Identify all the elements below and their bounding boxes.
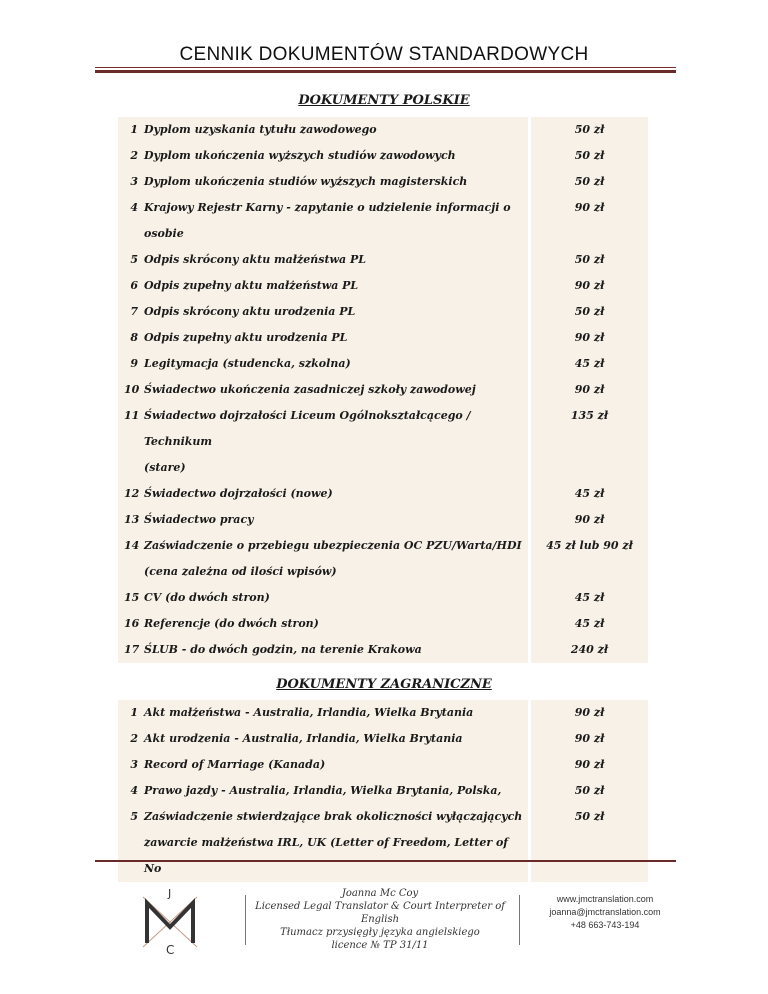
title-rule-thick <box>95 70 676 73</box>
row-description-cell <box>118 533 528 585</box>
translator-title-pl: Tłumacz przysięgły języka angielskiego <box>280 927 480 938</box>
row-price: 90 zł <box>531 377 648 403</box>
row-description-cell <box>118 117 528 143</box>
translator-title-en: Licensed Legal Translator & Court Interpreter of English <box>255 901 505 925</box>
row-number: 4 <box>130 201 138 214</box>
row-description-cell <box>118 778 528 804</box>
footer <box>95 885 676 955</box>
table-row <box>118 299 648 325</box>
row-number: 10 <box>124 383 140 396</box>
row-description-cell <box>118 726 528 752</box>
row-price: 240 zł <box>531 637 648 663</box>
row-number: 16 <box>124 617 140 630</box>
row-label <box>144 403 528 481</box>
table-row <box>118 377 648 403</box>
table-row <box>118 247 648 273</box>
row-description-cell <box>118 325 528 351</box>
row-label-line: zawarcie małżeństwa IRL, UK (Letter of Freedom, Letter of No <box>144 836 509 875</box>
row-description-cell <box>118 507 528 533</box>
row-number: 14 <box>124 539 140 552</box>
row-label-line: (stare) <box>144 461 186 474</box>
row-number: 15 <box>124 591 140 604</box>
row-label <box>144 481 528 507</box>
row-label <box>144 752 528 778</box>
row-label-line: Odpis skrócony aktu urodzenia PL <box>144 305 356 318</box>
row-description-cell <box>118 273 528 299</box>
row-description-cell <box>118 143 528 169</box>
title-rule-thin <box>95 67 676 68</box>
row-description-cell <box>118 247 528 273</box>
row-price: 45 zł <box>531 351 648 377</box>
row-price: 90 zł <box>531 325 648 351</box>
website-link[interactable]: www.jmctranslation.com <box>556 894 654 904</box>
row-number: 3 <box>130 175 138 188</box>
row-label <box>144 507 528 533</box>
translator-name: Joanna Mc Coy <box>341 888 419 899</box>
table-row <box>118 481 648 507</box>
row-description-cell <box>118 700 528 726</box>
table-row <box>118 403 648 481</box>
row-number: 7 <box>130 305 138 318</box>
row-label-line: Zaświadczenie o przebiegu ubezpieczenia OC PZU/Warta/HDI <box>144 539 522 552</box>
row-price: 90 zł <box>531 752 648 778</box>
table-row <box>118 507 648 533</box>
row-description-cell <box>118 403 528 481</box>
row-price: 50 zł <box>531 804 648 882</box>
row-label-line: Prawo jazdy - Australia, Irlandia, Wielka Brytania, Polska, <box>144 784 502 797</box>
row-number: 5 <box>130 253 138 266</box>
page-title: CENNIK DOKUMENTÓW STANDARDOWYCH <box>179 44 589 65</box>
row-label <box>144 247 528 273</box>
row-label <box>144 143 528 169</box>
table-row <box>118 637 648 663</box>
row-price: 50 zł <box>531 778 648 804</box>
row-description-cell <box>118 611 528 637</box>
row-label-line: Świadectwo pracy <box>144 513 254 526</box>
polish-documents-table <box>118 117 648 663</box>
table-row <box>118 611 648 637</box>
row-number: 2 <box>130 149 138 162</box>
row-price: 50 zł <box>531 143 648 169</box>
footer-contact <box>535 893 675 932</box>
table-row <box>118 585 648 611</box>
row-label-line: Odpis zupełny aktu małżeństwa PL <box>144 279 359 292</box>
row-number: 6 <box>130 279 138 292</box>
row-label <box>144 273 528 299</box>
table-row <box>118 143 648 169</box>
table-row <box>118 195 648 247</box>
row-label-line: Dyplom ukończenia studiów wyższych magisterskich <box>144 175 468 188</box>
row-label-line: Świadectwo dojrzałości (nowe) <box>144 487 333 500</box>
row-label <box>144 377 528 403</box>
row-price: 90 zł <box>531 700 648 726</box>
row-label-line: Akt urodzenia - Australia, Irlandia, Wielka Brytania <box>144 732 463 745</box>
row-price: 50 zł <box>531 247 648 273</box>
table-row <box>118 169 648 195</box>
table-row <box>118 804 648 882</box>
row-number: 1 <box>130 123 138 136</box>
table-row <box>118 351 648 377</box>
row-price: 90 zł <box>531 507 648 533</box>
row-label <box>144 585 528 611</box>
foreign-documents-table <box>118 700 648 882</box>
row-label <box>144 778 528 804</box>
table-row <box>118 726 648 752</box>
row-label-line: ŚLUB - do dwóch godzin, na terenie Krakowa <box>144 643 422 656</box>
row-label-line: Record of Marriage (Kanada) <box>144 758 326 771</box>
row-label <box>144 611 528 637</box>
row-label-line: Odpis skrócony aktu małżeństwa PL <box>144 253 366 266</box>
table-row <box>118 325 648 351</box>
footer-divider-right <box>519 895 520 945</box>
row-label <box>144 726 528 752</box>
row-label-line: CV (do dwóch stron) <box>144 591 270 604</box>
row-label-line: Akt małżeństwa - Australia, Irlandia, Wielka Brytania <box>144 706 474 719</box>
row-price: 90 zł <box>531 195 648 247</box>
row-number: 8 <box>130 331 138 344</box>
row-label-line: Świadectwo ukończenia zasadniczej szkoły zawodowej <box>144 383 476 396</box>
row-label <box>144 351 528 377</box>
row-label-line: Referencje (do dwóch stron) <box>144 617 319 630</box>
section-heading-polish: DOKUMENTY POLSKIE <box>298 93 470 108</box>
licence-number: licence № TP 31/11 <box>331 940 429 951</box>
row-price: 45 zł <box>531 585 648 611</box>
row-description-cell <box>118 169 528 195</box>
row-label <box>144 117 528 143</box>
footer-rule <box>95 860 676 862</box>
row-price: 45 zł <box>531 611 648 637</box>
row-description-cell <box>118 585 528 611</box>
row-label <box>144 804 528 882</box>
row-price: 50 zł <box>531 117 648 143</box>
row-label-line: Legitymacja (studencka, szkolna) <box>144 357 351 370</box>
row-label <box>144 700 528 726</box>
row-number: 9 <box>130 357 138 370</box>
jmc-logo <box>135 885 205 955</box>
footer-divider-left <box>245 895 246 945</box>
row-number: 13 <box>124 513 140 526</box>
table-row <box>118 752 648 778</box>
row-description-cell <box>118 481 528 507</box>
table-row <box>118 533 648 585</box>
table-row <box>118 778 648 804</box>
row-label-line: Dyplom uzyskania tytułu zawodowego <box>144 123 377 136</box>
row-price: 50 zł <box>531 299 648 325</box>
row-description-cell <box>118 804 528 882</box>
table-row <box>118 700 648 726</box>
row-label-line: osobie <box>144 227 184 240</box>
row-description-cell <box>118 299 528 325</box>
row-price: 135 zł <box>531 403 648 481</box>
row-number: 3 <box>130 758 138 771</box>
row-description-cell <box>118 195 528 247</box>
row-label <box>144 533 528 585</box>
row-price: 45 zł lub 90 zł <box>531 533 648 585</box>
row-label <box>144 299 528 325</box>
row-label <box>144 169 528 195</box>
row-label <box>144 325 528 351</box>
row-label-line: Zaświadczenie stwierdzające brak okoliczności wyłączających <box>144 810 523 823</box>
row-price: 90 zł <box>531 726 648 752</box>
row-number: 12 <box>124 487 140 500</box>
row-label <box>144 195 528 247</box>
email-link[interactable]: joanna@jmctranslation.com <box>549 907 661 917</box>
row-label-line: Dyplom ukończenia wyższych studiów zawodowych <box>144 149 456 162</box>
row-number: 1 <box>130 706 138 719</box>
row-label-line: Odpis zupełny aktu urodzenia PL <box>144 331 348 344</box>
row-price: 90 zł <box>531 273 648 299</box>
row-label-line: (cena zależna od ilości wpisów) <box>144 565 337 578</box>
row-number: 4 <box>130 784 138 797</box>
row-description-cell <box>118 637 528 663</box>
row-description-cell <box>118 351 528 377</box>
section-heading-foreign: DOKUMENTY ZAGRANICZNE <box>276 677 492 692</box>
logo-letter-j: J <box>168 887 172 900</box>
row-description-cell <box>118 377 528 403</box>
row-number: 17 <box>124 643 140 656</box>
row-number: 11 <box>124 409 140 422</box>
row-description-cell <box>118 752 528 778</box>
row-label <box>144 637 528 663</box>
row-price: 45 zł <box>531 481 648 507</box>
row-label-line: Krajowy Rejestr Karny - zapytanie o udzielenie informacji o <box>144 201 511 214</box>
footer-translator-info <box>250 887 510 952</box>
table-row <box>118 273 648 299</box>
row-number: 2 <box>130 732 138 745</box>
logo-letter-c: C <box>166 943 175 955</box>
row-number: 5 <box>130 810 138 823</box>
phone-number: +48 663-743-194 <box>570 920 640 930</box>
row-label-line: Świadectwo dojrzałości Liceum Ogólnokształcącego / Technikum <box>144 409 471 448</box>
row-price: 50 zł <box>531 169 648 195</box>
table-row <box>118 117 648 143</box>
